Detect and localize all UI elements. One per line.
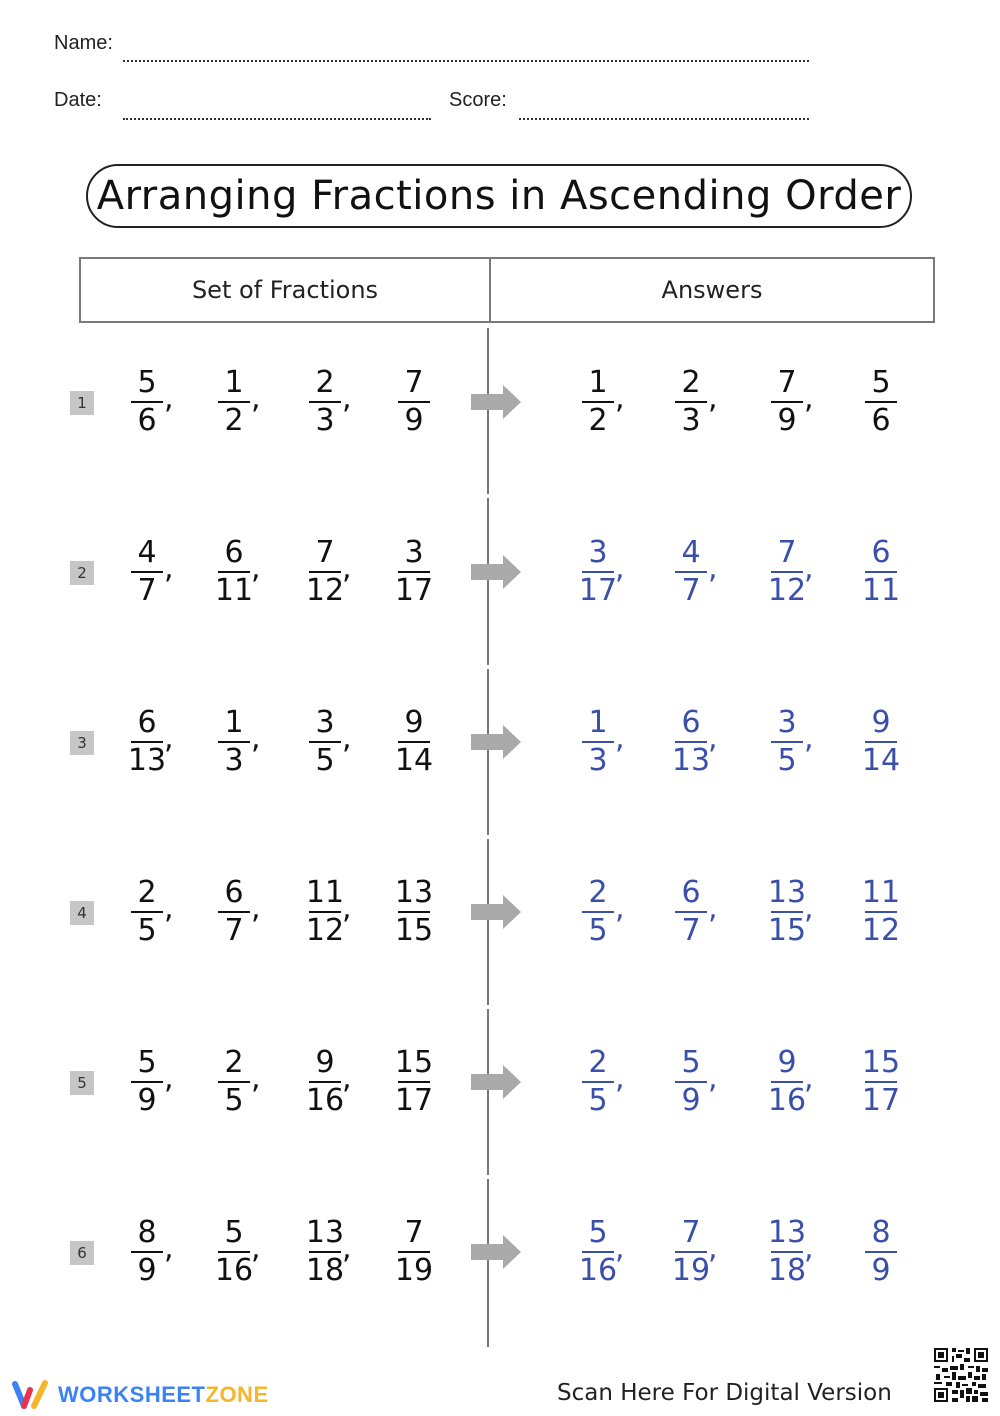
- comma-separator: ,: [342, 1231, 352, 1266]
- denominator: 15: [767, 913, 807, 948]
- numerator: 5: [588, 1215, 608, 1250]
- denominator: 17: [861, 1083, 901, 1118]
- comma-separator: ,: [615, 721, 625, 756]
- comma-separator: ,: [251, 381, 261, 416]
- comma-separator: ,: [342, 721, 352, 756]
- comma-separator: ,: [251, 721, 261, 756]
- set-fraction: [389, 366, 439, 438]
- denominator: 16: [767, 1083, 807, 1118]
- denominator: 17: [394, 1083, 434, 1118]
- arrow-right-icon: [471, 1065, 521, 1099]
- numerator: 8: [871, 1215, 891, 1250]
- comma-separator: ,: [251, 1231, 261, 1266]
- column-header-set: Set of Fractions: [81, 259, 491, 321]
- comma-separator: ,: [342, 891, 352, 926]
- problem-number: 4: [70, 901, 94, 925]
- denominator: 9: [681, 1083, 701, 1118]
- comma-separator: ,: [251, 551, 261, 586]
- arrow-right-icon: [471, 725, 521, 759]
- comma-separator: ,: [804, 721, 814, 756]
- comma-separator: ,: [804, 891, 814, 926]
- denominator: 6: [137, 403, 157, 438]
- numerator: 7: [404, 365, 424, 400]
- denominator: 12: [305, 913, 345, 948]
- answer-fraction: [856, 876, 906, 948]
- scan-text: Scan Here For Digital Version: [557, 1380, 892, 1406]
- denominator: 5: [315, 743, 335, 778]
- denominator: 5: [588, 1083, 608, 1118]
- comma-separator: ,: [164, 721, 174, 756]
- brand-name: WORKSHEETZONE: [58, 1382, 269, 1407]
- answer-fraction: [856, 1216, 906, 1288]
- comma-separator: ,: [615, 1231, 625, 1266]
- denominator: 7: [137, 573, 157, 608]
- denominator: 18: [767, 1253, 807, 1288]
- numerator: 9: [871, 705, 891, 740]
- set-fraction: [389, 536, 439, 608]
- denominator: 9: [777, 403, 797, 438]
- numerator: 2: [681, 365, 701, 400]
- denominator: 9: [137, 1083, 157, 1118]
- numerator: 1: [588, 705, 608, 740]
- numerator: 2: [588, 1045, 608, 1080]
- problem-number: 5: [70, 1071, 94, 1095]
- comma-separator: ,: [615, 381, 625, 416]
- numerator: 7: [777, 535, 797, 570]
- comma-separator: ,: [342, 551, 352, 586]
- denominator: 16: [578, 1253, 618, 1288]
- denominator: 3: [681, 403, 701, 438]
- arrow-right-icon: [471, 385, 521, 419]
- comma-separator: ,: [708, 721, 718, 756]
- problem-number: 2: [70, 561, 94, 585]
- numerator: 3: [315, 705, 335, 740]
- comma-separator: ,: [164, 891, 174, 926]
- comma-separator: ,: [342, 1061, 352, 1096]
- denominator: 17: [394, 573, 434, 608]
- numerator: 13: [305, 1215, 345, 1250]
- numerator: 5: [871, 365, 891, 400]
- comma-separator: ,: [164, 551, 174, 586]
- comma-separator: ,: [708, 1231, 718, 1266]
- numerator: 1: [588, 365, 608, 400]
- worksheet-zone-logo-icon: [10, 1378, 52, 1412]
- comma-separator: ,: [615, 1061, 625, 1096]
- denominator: 5: [588, 913, 608, 948]
- numerator: 13: [767, 1215, 807, 1250]
- numerator: 7: [404, 1215, 424, 1250]
- numerator: 2: [588, 875, 608, 910]
- problem-number: 3: [70, 731, 94, 755]
- set-fraction: [389, 1216, 439, 1288]
- numerator: 4: [681, 535, 701, 570]
- column-header-answers: Answers: [661, 276, 763, 304]
- arrow-right-icon: [471, 1235, 521, 1269]
- set-fraction: [389, 1046, 439, 1118]
- numerator: 2: [137, 875, 157, 910]
- table-header: [79, 257, 935, 323]
- numerator: 7: [315, 535, 335, 570]
- set-fraction: [389, 876, 439, 948]
- denominator: 13: [127, 743, 167, 778]
- denominator: 16: [305, 1083, 345, 1118]
- numerator: 13: [767, 875, 807, 910]
- denominator: 12: [861, 913, 901, 948]
- numerator: 6: [871, 535, 891, 570]
- numerator: 3: [777, 705, 797, 740]
- denominator: 7: [681, 573, 701, 608]
- name-label: Name:: [54, 32, 113, 54]
- denominator: 3: [224, 743, 244, 778]
- numerator: 2: [315, 365, 335, 400]
- comma-separator: ,: [804, 1061, 814, 1096]
- comma-separator: ,: [164, 1061, 174, 1096]
- numerator: 8: [137, 1215, 157, 1250]
- numerator: 6: [681, 705, 701, 740]
- numerator: 7: [777, 365, 797, 400]
- denominator: 11: [861, 573, 901, 608]
- title-banner: [86, 164, 912, 228]
- comma-separator: ,: [615, 891, 625, 926]
- denominator: 6: [871, 403, 891, 438]
- denominator: 14: [394, 743, 434, 778]
- score-label: Score:: [449, 89, 507, 111]
- comma-separator: ,: [615, 551, 625, 586]
- comma-separator: ,: [708, 891, 718, 926]
- numerator: 9: [315, 1045, 335, 1080]
- score-field[interactable]: [519, 118, 809, 120]
- numerator: 6: [681, 875, 701, 910]
- answer-fraction: [856, 1046, 906, 1118]
- numerator: 3: [588, 535, 608, 570]
- comma-separator: ,: [251, 1061, 261, 1096]
- page-title: Arranging Fractions in Ascending Order: [96, 173, 902, 219]
- comma-separator: ,: [342, 381, 352, 416]
- denominator: 3: [315, 403, 335, 438]
- numerator: 9: [777, 1045, 797, 1080]
- set-fraction: [389, 706, 439, 778]
- numerator: 11: [305, 875, 345, 910]
- numerator: 4: [137, 535, 157, 570]
- numerator: 5: [224, 1215, 244, 1250]
- arrow-right-icon: [471, 555, 521, 589]
- denominator: 19: [671, 1253, 711, 1288]
- numerator: 13: [394, 875, 434, 910]
- arrow-right-icon: [471, 895, 521, 929]
- comma-separator: ,: [804, 381, 814, 416]
- date-label: Date:: [54, 89, 102, 111]
- brand-logo: [10, 1378, 269, 1412]
- denominator: 5: [137, 913, 157, 948]
- denominator: 14: [861, 743, 901, 778]
- denominator: 12: [305, 573, 345, 608]
- denominator: 7: [681, 913, 701, 948]
- denominator: 9: [871, 1253, 891, 1288]
- denominator: 17: [578, 573, 618, 608]
- name-field[interactable]: [123, 60, 809, 62]
- denominator: 12: [767, 573, 807, 608]
- comma-separator: ,: [708, 381, 718, 416]
- date-field[interactable]: [123, 118, 431, 120]
- comma-separator: ,: [708, 1061, 718, 1096]
- denominator: 18: [305, 1253, 345, 1288]
- comma-separator: ,: [804, 1231, 814, 1266]
- problem-number: 1: [70, 391, 94, 415]
- denominator: 2: [588, 403, 608, 438]
- denominator: 15: [394, 913, 434, 948]
- numerator: 1: [224, 365, 244, 400]
- denominator: 2: [224, 403, 244, 438]
- qr-code-icon[interactable]: [932, 1346, 990, 1404]
- problem-number: 6: [70, 1241, 94, 1265]
- answer-fraction: [856, 536, 906, 608]
- answer-fraction: [856, 366, 906, 438]
- answer-fraction: [856, 706, 906, 778]
- comma-separator: ,: [708, 551, 718, 586]
- comma-separator: ,: [164, 1231, 174, 1266]
- denominator: 19: [394, 1253, 434, 1288]
- numerator: 6: [224, 875, 244, 910]
- denominator: 13: [671, 743, 711, 778]
- denominator: 5: [224, 1083, 244, 1118]
- comma-separator: ,: [251, 891, 261, 926]
- denominator: 7: [224, 913, 244, 948]
- numerator: 9: [404, 705, 424, 740]
- comma-separator: ,: [804, 551, 814, 586]
- numerator: 7: [681, 1215, 701, 1250]
- denominator: 9: [404, 403, 424, 438]
- numerator: 11: [861, 875, 901, 910]
- numerator: 5: [137, 1045, 157, 1080]
- denominator: 5: [777, 743, 797, 778]
- numerator: 2: [224, 1045, 244, 1080]
- numerator: 6: [224, 535, 244, 570]
- numerator: 15: [861, 1045, 901, 1080]
- denominator: 9: [137, 1253, 157, 1288]
- denominator: 3: [588, 743, 608, 778]
- denominator: 11: [214, 573, 254, 608]
- numerator: 6: [137, 705, 157, 740]
- numerator: 3: [404, 535, 424, 570]
- numerator: 5: [137, 365, 157, 400]
- numerator: 1: [224, 705, 244, 740]
- numerator: 15: [394, 1045, 434, 1080]
- numerator: 5: [681, 1045, 701, 1080]
- denominator: 16: [214, 1253, 254, 1288]
- comma-separator: ,: [164, 381, 174, 416]
